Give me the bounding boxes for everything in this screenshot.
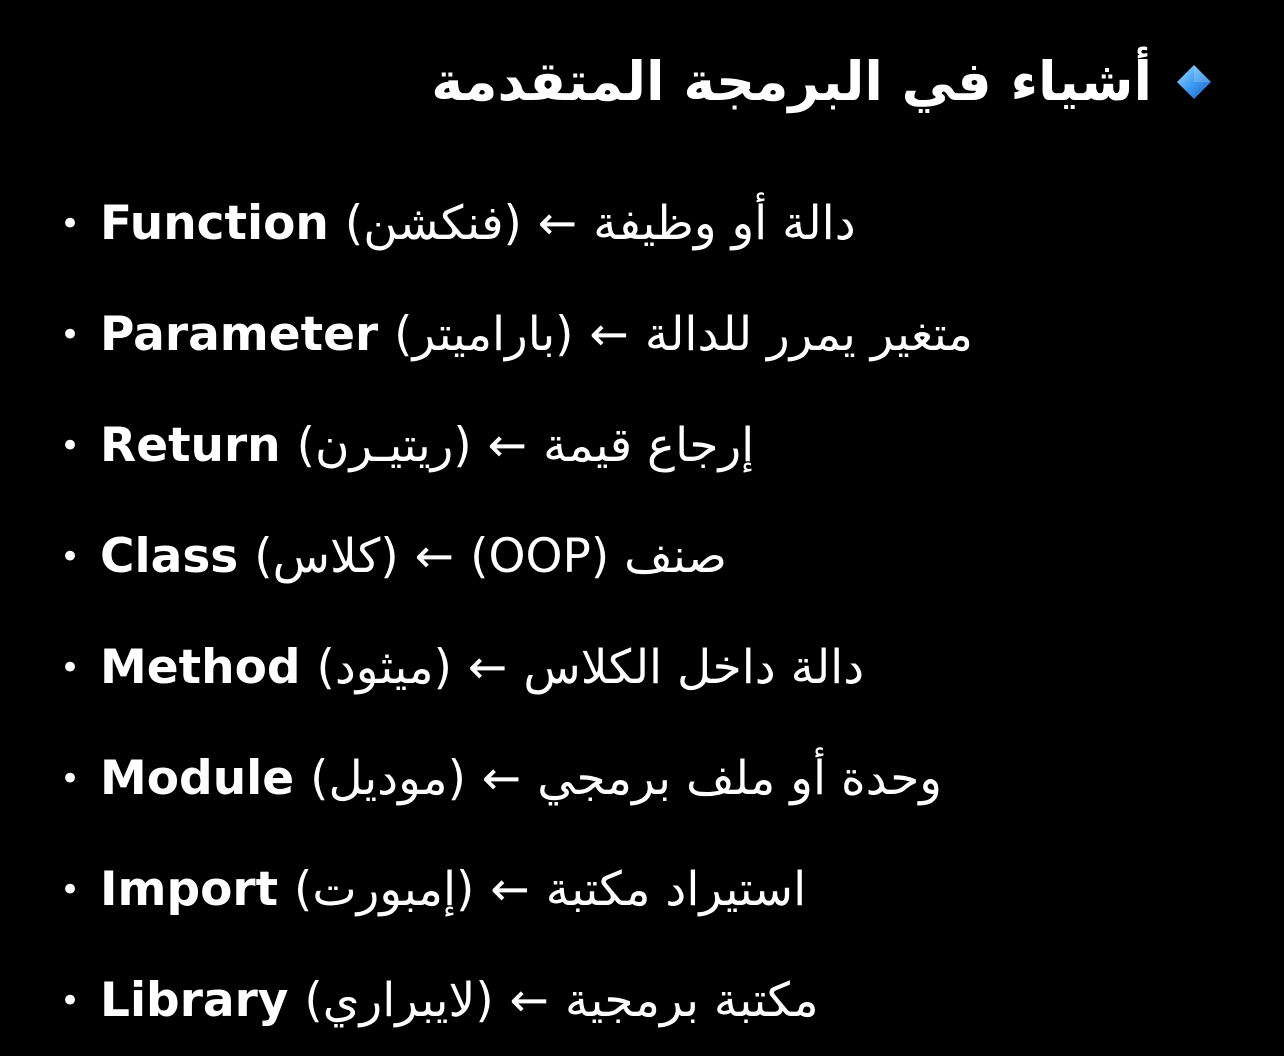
arrow-icon: ← (490, 862, 530, 917)
term-list (60, 168, 973, 1056)
term-english: Function (100, 196, 329, 251)
list-item (60, 279, 973, 390)
term-meaning: استيراد مكتبة (545, 862, 807, 917)
term-pronunciation: (فنكشن) (344, 196, 522, 251)
arrow-icon: ← (467, 640, 508, 695)
term-meaning: إرجاع قيمة (543, 418, 755, 473)
list-item (60, 168, 973, 279)
bullet: • (60, 425, 81, 466)
term-english: Method (100, 640, 301, 695)
term-pronunciation: (إمبورت) (294, 862, 475, 917)
term-meaning: صنف (OOP) (470, 529, 727, 584)
term-pronunciation: (موديل) (310, 751, 466, 806)
term-pronunciation: (باراميتر) (394, 307, 574, 362)
term-english: Class (100, 529, 239, 584)
arrow-icon: ← (414, 529, 455, 584)
term-meaning: دالة داخل الكلاس (523, 640, 865, 695)
list-item (60, 945, 973, 1056)
bullet: • (60, 647, 81, 688)
term-meaning: وحدة أو ملف برمجي (537, 751, 943, 806)
arrow-icon: ← (537, 196, 578, 251)
term-pronunciation: (كلاس) (254, 529, 399, 584)
term-english: Module (100, 751, 295, 806)
page-title: أشياء في البرمجة المتقدمة (431, 50, 1152, 113)
bullet: • (60, 203, 81, 244)
arrow-icon: ← (509, 973, 550, 1028)
term-pronunciation: (ريتيـرن) (296, 418, 472, 473)
list-item (60, 723, 973, 834)
bullet: • (60, 314, 81, 355)
list-item (60, 501, 973, 612)
bullet: • (60, 869, 81, 910)
list-item (60, 834, 973, 945)
bullet: • (60, 536, 81, 577)
arrow-icon: ← (487, 418, 528, 473)
small-blue-diamond-icon (1176, 64, 1212, 100)
term-english: Parameter (100, 307, 379, 362)
arrow-icon: ← (589, 307, 629, 362)
term-english: Library (100, 973, 289, 1028)
list-item (60, 612, 973, 723)
term-pronunciation: (لايبراري) (304, 973, 494, 1028)
term-pronunciation: (ميثود) (316, 640, 452, 695)
term-meaning: مكتبة برمجية (565, 973, 819, 1028)
term-meaning: دالة أو وظيفة (593, 196, 856, 251)
term-meaning: متغير يمرر للدالة (644, 307, 973, 362)
list-item (60, 390, 973, 501)
heading (431, 44, 1212, 120)
term-english: Import (100, 862, 279, 917)
bullet: • (60, 758, 81, 799)
arrow-icon: ← (481, 751, 522, 806)
term-english: Return (100, 418, 281, 473)
bullet: • (60, 980, 81, 1021)
